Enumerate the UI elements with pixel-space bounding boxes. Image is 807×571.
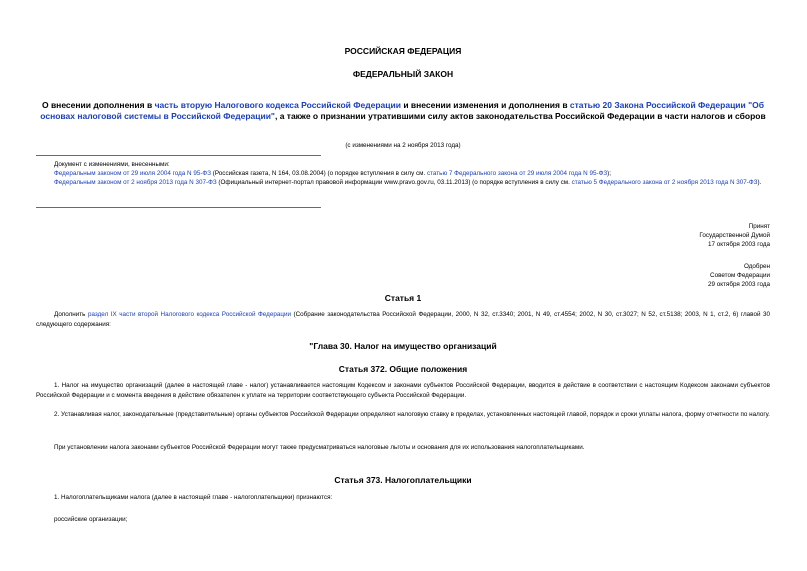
article372-paragraph2: 2. Устанавливая налог, законодательные (представительные) органы субъектов Российской Федерации определяют налоговую ставку в пределах, установленных настоящей главой, порядок и сроки уплаты налога, форму отчетности по налогу.: [54, 411, 770, 418]
adopted-line3: 17 октября 2003 года: [707, 241, 770, 248]
title-link-tax-code[interactable]: часть вторую Налогового кодекса Российской Федерации: [154, 100, 401, 110]
changes-item2-article-link[interactable]: статью 5 Федерального закона от 2 ноября 2013 года N 307-ФЗ: [571, 179, 758, 186]
revision-note: (с изменениями на 2 ноября 2013 года): [345, 142, 461, 149]
article1-text: [36, 310, 770, 329]
title-part3: , а также о признании утратившими силу актов законодательства Российской Федерации в части налогов и сборов: [274, 110, 766, 121]
approved-block: [708, 262, 770, 289]
approved-line1: Одобрен: [743, 263, 770, 270]
article1-text-post: (Собрание законодательства Российской Федерации, 2000, N 32, ст.3340; 2001, N 49, ст.4554; 2002, N 30, ст.3027; N 52, ст.5138; 2003, N 1, ст.2, 6) главой 30 следующего содержания:: [36, 311, 770, 328]
title-part2: и внесении изменения и дополнения в: [400, 100, 570, 110]
doc-type-heading: ФЕДЕРАЛЬНЫЙ ЗАКОН: [352, 69, 454, 79]
article373-paragraph1: 1. Налогоплательщиками налога (далее в настоящей главе - налогоплательщики) признаются:: [54, 494, 333, 501]
changes-item2-law-link[interactable]: Федеральным законом от 2 ноября 2013 года N 307-ФЗ: [54, 179, 217, 186]
article1-text-pre: Дополнить: [54, 311, 88, 318]
divider-bottom: [36, 207, 321, 208]
divider-top: [36, 155, 321, 156]
changes-block: [36, 160, 770, 187]
chapter30-heading: "Глава 30. Налог на имущество организаций: [309, 341, 497, 351]
article372-heading: Статья 372. Общие положения: [338, 364, 468, 374]
changes-item2-end: ).: [757, 179, 762, 186]
article373-heading: Статья 373. Налогоплательщики: [334, 475, 472, 485]
law-title: [36, 100, 770, 121]
changes-item2-text: (Официальный интернет-портал правовой информации www.pravo.gov.ru, 03.11.2013) (о порядке вступления в силу см.: [216, 179, 572, 186]
changes-item1-law-link[interactable]: Федеральным законом от 29 июля 2004 года N 95-ФЗ: [54, 170, 212, 177]
changes-item1-text: (Российская газета, N 164, 03.08.2004) (о порядке вступления в силу см.: [211, 170, 427, 177]
article1-section-link[interactable]: раздел IX части второй Налогового кодекса Российской Федерации: [87, 311, 291, 318]
article373-paragraph2: российские организации;: [54, 516, 128, 523]
changes-item-1: [36, 169, 770, 178]
adopted-line1: Принят: [748, 223, 770, 230]
adopted-line2: Государственной Думой: [699, 232, 770, 239]
title-link-article20[interactable]: статью 20 Закона Российской Федерации "Об основах налоговой системы в Российской Федерации": [40, 100, 765, 121]
changes-item-2: [36, 178, 770, 187]
adopted-block: [699, 222, 770, 249]
changes-item1-article-link[interactable]: статью 7 Федерального закона от 29 июля 2004 года N 95-ФЗ: [426, 170, 608, 177]
approved-line3: 29 октября 2003 года: [707, 281, 770, 288]
country-heading: РОССИЙСКАЯ ФЕДЕРАЦИЯ: [344, 46, 462, 56]
article372-paragraph1: 1. Налог на имущество организаций (далее в настоящей главе - налог) устанавливается настоящим Кодексом и законами субъектов Российской Федерации, вводится в действие в соответствии с настоящим Кодексом законами субъектов Российской Федерации и с момента введения в действие обязателен к уплате на территории соответствующего субъекта Российской Федерации.: [36, 382, 770, 399]
changes-heading: Документ с изменениями, внесенными:: [54, 161, 170, 168]
changes-item1-end: );: [607, 170, 612, 177]
title-part1: О внесении дополнения в: [41, 100, 155, 110]
article372-paragraph3: При установлении налога законами субъектов Российской Федерации могут также предусматриваться налоговые льготы и основания для их использования налогоплательщиками.: [54, 444, 585, 451]
article1-heading: Статья 1: [384, 293, 422, 303]
approved-line2: Советом Федерации: [710, 272, 770, 279]
